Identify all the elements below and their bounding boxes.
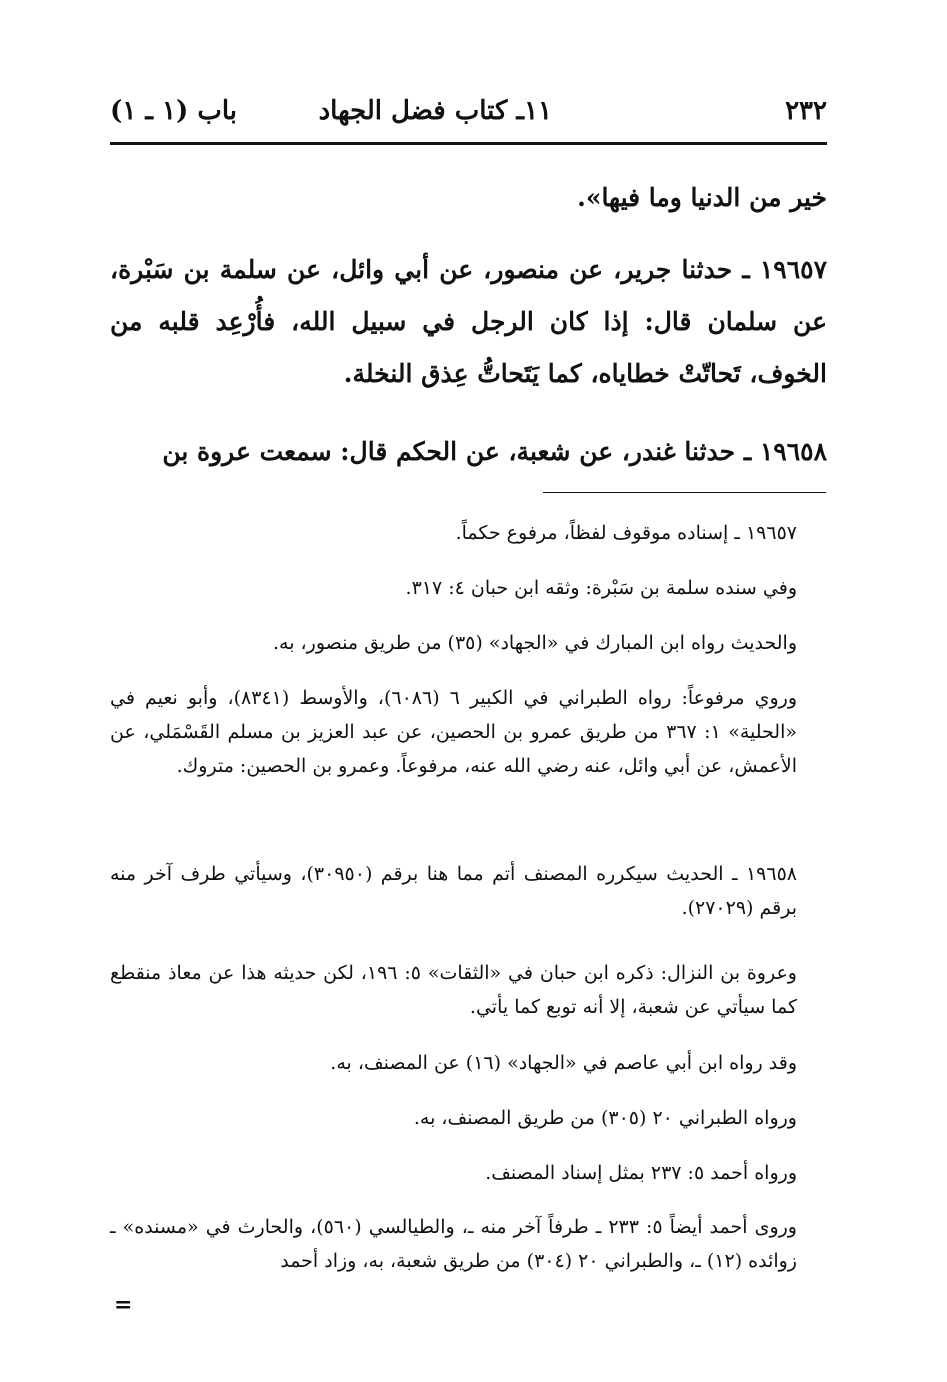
footnote bbox=[110, 626, 827, 660]
footnote bbox=[110, 956, 827, 1024]
footnote bbox=[110, 681, 827, 783]
footnote-text: ورواه أحمد ٥: ٢٣٧ بمثل إسناد المصنف. bbox=[485, 1162, 797, 1184]
chapter-label: باب (١ ـ ١) bbox=[110, 96, 237, 126]
footnote bbox=[110, 1210, 827, 1278]
main-text-continuation bbox=[110, 172, 827, 224]
footnote bbox=[110, 1101, 827, 1135]
hadith-19657 bbox=[110, 244, 827, 400]
page-number: ٢٣٢ bbox=[785, 96, 827, 126]
footnote-text: وروى أحمد أيضاً ٥: ٢٣٣ ـ طرفاً آخر منه ـ، والطيالسي (٥٦٠)، والحارث في «مسنده» ـ زوائده (١٢) ـ، والطبراني ٢٠ (٣٠٤) من طريق شعبة، به، وزاد أحمد bbox=[110, 1216, 797, 1272]
footnote bbox=[110, 571, 827, 605]
footnote-text: وقد رواه ابن أبي عاصم في «الجهاد» (١٦) عن المصنف، به. bbox=[330, 1052, 797, 1074]
header-rule bbox=[110, 142, 827, 145]
footnote-text: وعروة بن النزال: ذكره ابن حبان في «الثقات» ٥: ١٩٦، لكن حديثه هذا عن معاذ منقطع كما سيأتي عن شعبة، إلا أنه توبع كما يأتي. bbox=[110, 962, 797, 1018]
book-title: ١١ـ كتاب فضل الجهاد bbox=[318, 96, 552, 126]
continuation-mark: = bbox=[114, 1292, 133, 1318]
footnote-separator bbox=[543, 492, 826, 493]
footnote-text: وفي سنده سلمة بن سَبْرة: وثقه ابن حبان ٤: ٣١٧. bbox=[405, 577, 797, 599]
footnote-text: ١٩٦٥٧ ـ إسناده موقوف لفظاً، مرفوع حكماً. bbox=[455, 522, 797, 544]
footnote-text: ورواه الطبراني ٢٠ (٣٠٥) من طريق المصنف، به. bbox=[413, 1107, 797, 1129]
footnote bbox=[110, 516, 827, 550]
footnote-text: والحديث رواه ابن المبارك في «الجهاد» (٣٥) من طريق منصور، به. bbox=[272, 632, 797, 654]
continuation-line: خير من الدنيا وما فيها». bbox=[577, 183, 827, 212]
footnote bbox=[110, 857, 827, 925]
footnote-text: ١٩٦٥٨ ـ الحديث سيكرره المصنف أتم مما هنا برقم (٣٠٩٥٠)، وسيأتي طرف آخر منه برقم (٢٧٠٢٩). bbox=[110, 863, 797, 919]
footnote-text: وروي مرفوعاً: رواه الطبراني في الكبير ٦ (٦٠٨٦)، والأوسط (٨٣٤١)، وأبو نعيم في «الحلية» ١: ٣٦٧ من طريق عمرو بن الحصين، عن عبد العزيز بن مسلم القَسْمَلي، عن الأعمش، عن أبي وائل، عنه رضي الله عنه، مرفوعاً. وعمرو بن الحصين: متروك. bbox=[110, 687, 798, 777]
running-header bbox=[110, 96, 827, 136]
hadith-19658-text: ١٩٦٥٨ ـ حدثنا غندر، عن شعبة، عن الحكم قال: سمعت عروة بن bbox=[162, 437, 827, 466]
footnote bbox=[110, 1156, 827, 1190]
hadith-19657-text: ١٩٦٥٧ ـ حدثنا جرير، عن منصور، عن أبي وائل، عن سلمة بن سَبْرة، عن سلمان قال: إذا كان الرجل في سبيل الله، فأُرْعِد قلبه من الخوف، تَحاتّتْ خطاياه، كما يَتَحاتُّ عِذق النخلة. bbox=[110, 255, 827, 388]
hadith-19658 bbox=[110, 426, 827, 478]
footnote bbox=[110, 1046, 827, 1080]
